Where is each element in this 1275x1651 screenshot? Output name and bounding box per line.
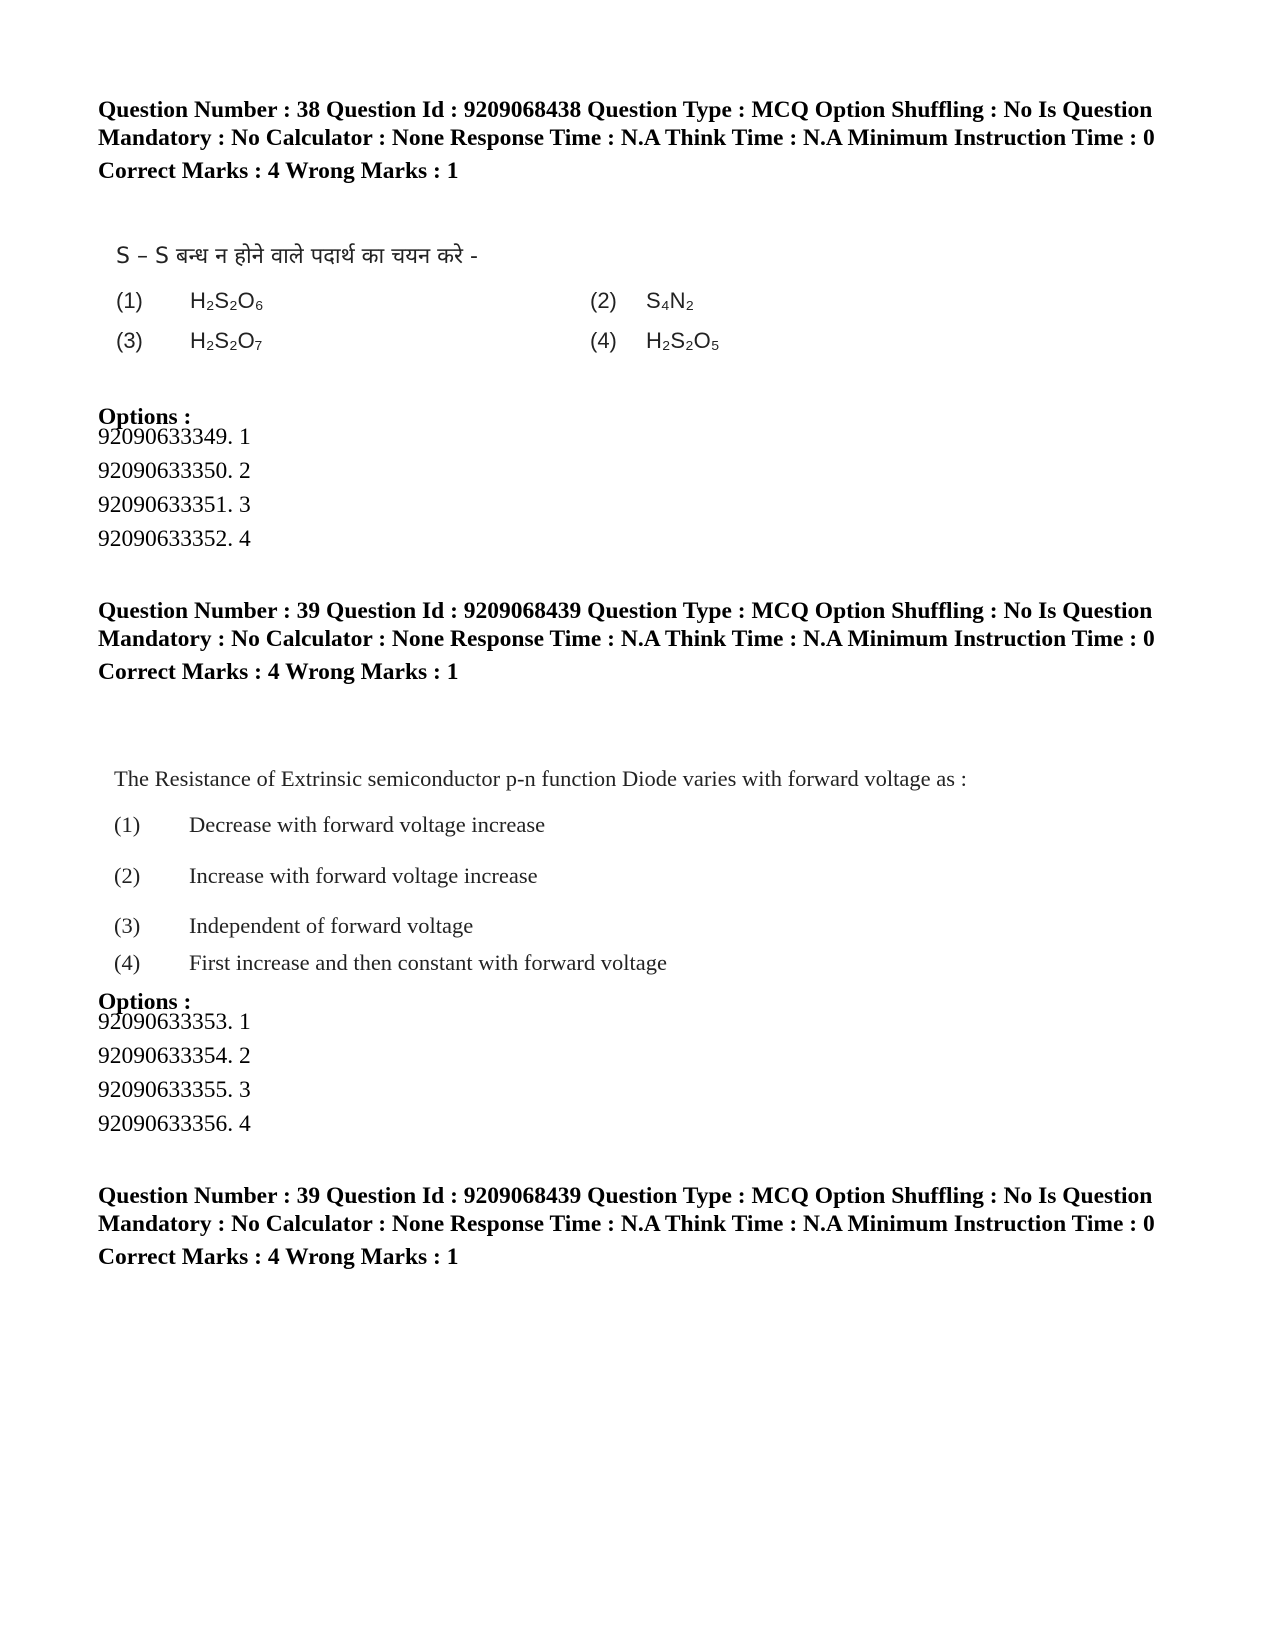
question-header: Question Number : 39 Question Id : 9209068439 Question Type : MCQ Option Shuffling : No Is Question Mandatory : No Calculator : None Response Time : N.A Think Time : N.A Minimum Instruction Time : 0 (98, 598, 1155, 652)
choice-number: (3) (116, 328, 143, 353)
question-marks: Correct Marks : 4 Wrong Marks : 1 (98, 158, 459, 184)
choice-text: H₂S₂O₅ (646, 328, 720, 353)
choice-number: (2) (590, 288, 617, 313)
question-38-block (98, 96, 1188, 185)
option-item: 92090633356. 4 (98, 1111, 251, 1137)
question-stem: The Resistance of Extrinsic semiconductor p-n function Diode varies with forward voltage as : (114, 766, 967, 791)
option-item: 92090633355. 3 (98, 1077, 251, 1103)
choice-number: (1) (114, 812, 141, 837)
question-38-content (116, 242, 816, 353)
question-39-block (98, 597, 1188, 686)
choice-text: Decrease with forward voltage increase (189, 812, 546, 837)
option-item: 92090633351. 3 (98, 492, 251, 518)
options-list (98, 420, 251, 556)
question-marks: Correct Marks : 4 Wrong Marks : 1 (98, 1244, 459, 1270)
option-item: 92090633350. 2 (98, 458, 251, 484)
question-39-content (114, 764, 1114, 975)
option-item: 92090633349. 1 (98, 424, 251, 450)
option-item: 92090633352. 4 (98, 526, 251, 552)
choice-number: (3) (114, 913, 141, 938)
choice-text: Independent of forward voltage (189, 913, 474, 938)
options-label: Options : (98, 989, 192, 1015)
options-list (98, 1005, 251, 1141)
choice-number: (4) (590, 328, 617, 353)
question-header: Question Number : 39 Question Id : 9209068439 Question Type : MCQ Option Shuffling : No Is Question Mandatory : No Calculator : None Response Time : N.A Think Time : N.A Minimum Instruction Time : 0 (98, 1183, 1155, 1237)
choice-text: H₂S₂O₆ (190, 288, 264, 313)
question-stem: S – S बन्ध न होने वाले पदार्थ का चयन करे - (116, 244, 478, 269)
choice-text: Increase with forward voltage increase (189, 863, 538, 888)
option-item: 92090633354. 2 (98, 1043, 251, 1069)
choice-number: (1) (116, 288, 143, 313)
choice-text: First increase and then constant with forward voltage (189, 950, 667, 975)
choice-text: S₄N₂ (646, 288, 695, 313)
choice-number: (2) (114, 863, 141, 888)
options-label: Options : (98, 404, 192, 430)
choice-text: H₂S₂O₇ (190, 328, 263, 353)
question-header: Question Number : 38 Question Id : 9209068438 Question Type : MCQ Option Shuffling : No Is Question Mandatory : No Calculator : None Response Time : N.A Think Time : N.A Minimum Instruction Time : 0 (98, 97, 1155, 151)
question-39-repeat-block (98, 1182, 1188, 1271)
question-marks: Correct Marks : 4 Wrong Marks : 1 (98, 659, 459, 685)
option-item: 92090633353. 1 (98, 1009, 251, 1035)
choice-number: (4) (114, 950, 141, 975)
